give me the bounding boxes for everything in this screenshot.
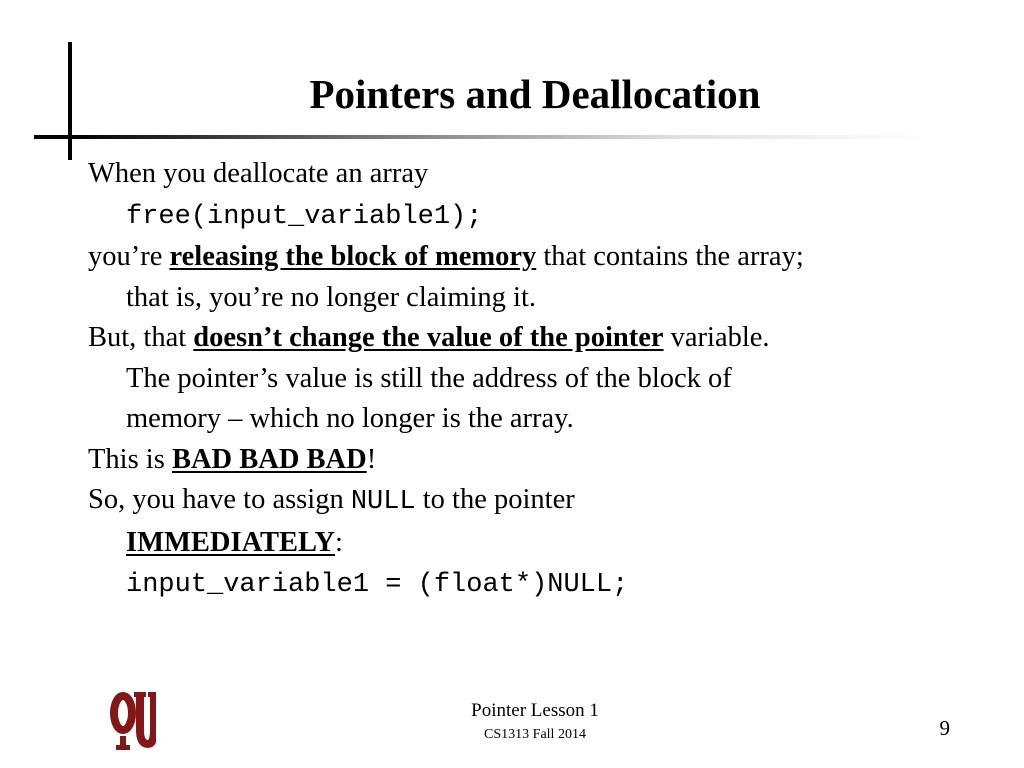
body-line-2 bbox=[88, 237, 968, 278]
code-free: free(input_variable1); bbox=[126, 201, 483, 232]
line8-suffix: to the pointer bbox=[415, 484, 575, 515]
body-line-9 bbox=[88, 523, 968, 564]
code-null: NULL bbox=[350, 487, 416, 517]
emphasis-pointer-value: doesn’t change the value of the pointer bbox=[193, 322, 664, 353]
code-line-assign-null bbox=[88, 563, 968, 606]
body-line-7 bbox=[88, 440, 968, 481]
line7-suffix: ! bbox=[366, 443, 377, 475]
line9-suffix: : bbox=[335, 526, 343, 558]
body-line-6: memory – which no longer is the array. bbox=[126, 403, 574, 434]
body-line-5: The pointer’s value is still the address of the block of bbox=[126, 362, 732, 394]
title-underline-gradient bbox=[72, 135, 932, 139]
page-number: 9 bbox=[939, 716, 950, 740]
line4-prefix: But, that bbox=[88, 322, 194, 353]
line7-prefix: This is bbox=[88, 443, 172, 475]
slide-body bbox=[88, 154, 968, 606]
body-line-8 bbox=[88, 480, 968, 523]
body-line-1: When you deallocate an array bbox=[88, 158, 429, 189]
line2-prefix: you’re bbox=[88, 241, 170, 272]
footer-course-term: CS1313 Fall 2014 bbox=[484, 727, 586, 742]
code-line-free bbox=[88, 195, 968, 238]
emphasis-bad: BAD BAD BAD bbox=[171, 443, 367, 475]
slide-title: Pointers and Deallocation bbox=[309, 71, 761, 117]
decorative-vertical-bar bbox=[68, 42, 72, 160]
line4-suffix: variable. bbox=[663, 322, 770, 353]
line2-suffix: that contains the array; bbox=[536, 241, 804, 272]
body-line-3: that is, you’re no longer claiming it. bbox=[126, 281, 536, 313]
footer-course-title: Pointer Lesson 1 bbox=[471, 700, 599, 721]
body-line-4 bbox=[88, 318, 968, 359]
ou-logo-icon bbox=[108, 688, 156, 752]
emphasis-releasing-memory: releasing the block of memory bbox=[169, 241, 537, 272]
code-assign-null: input_variable1 = (float*)NULL; bbox=[126, 570, 629, 600]
line8-prefix: So, you have to assign bbox=[88, 484, 351, 515]
emphasis-immediately: IMMEDIATELY bbox=[126, 526, 336, 558]
